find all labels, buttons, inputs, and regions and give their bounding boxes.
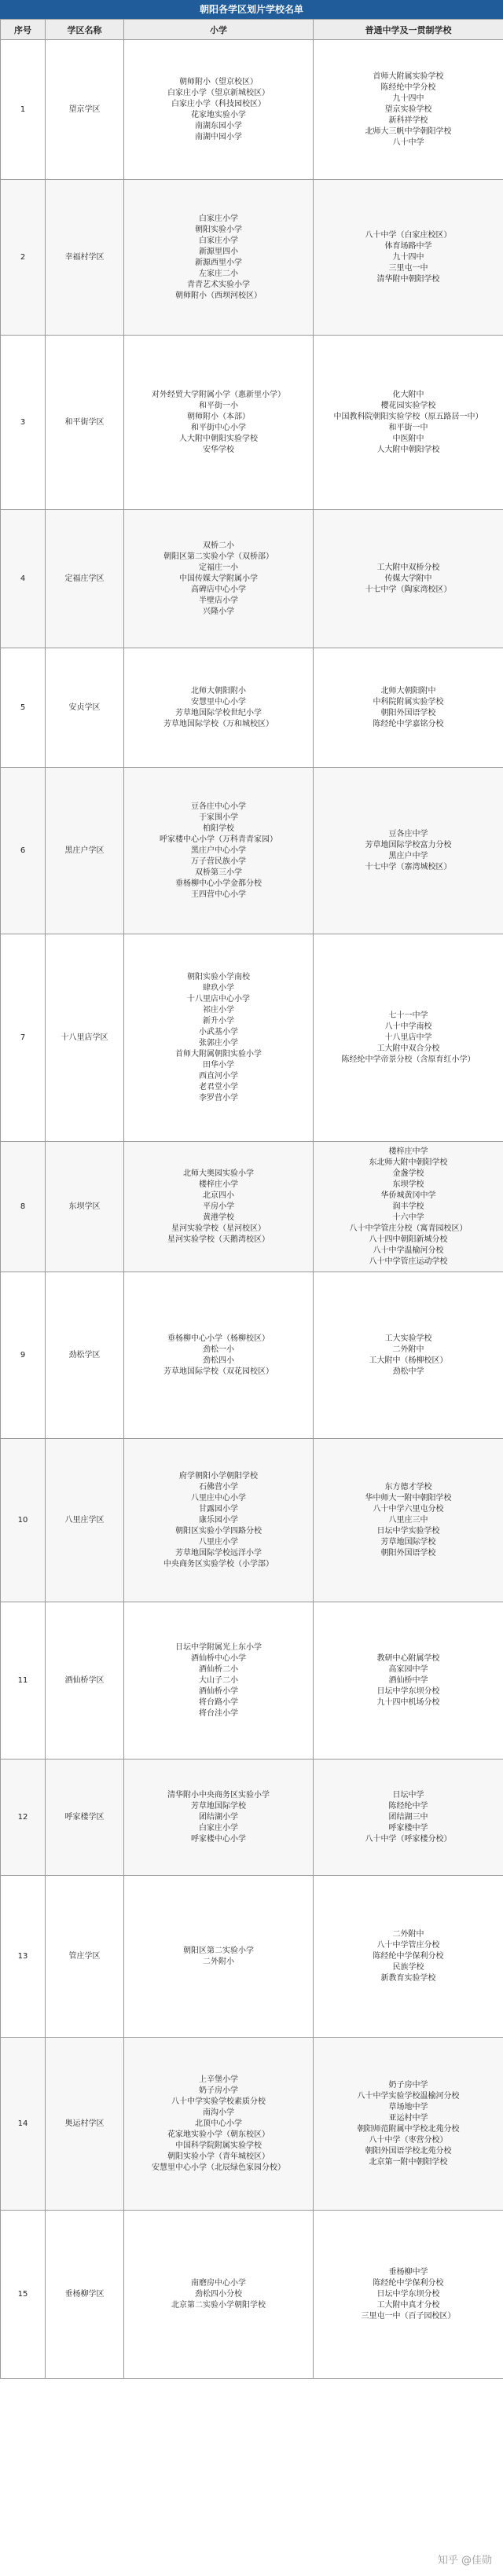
district-name: 奥运村学区 [46,2038,124,2211]
secondary-school-item: 朝阳师范附属中学校北苑分校 [357,2124,460,2134]
secondary-school-item: 工大附中双桥分校 [376,563,440,572]
table-row [1,648,503,768]
primary-school-item: 花家地实验小学 [191,110,246,119]
row-number: 12 [1,1760,46,1876]
district-name: 黑庄户学区 [46,768,124,934]
secondary-school-item: 朝阳外国语学校 [380,1548,436,1558]
primary-school-item: 定福庄一小 [199,563,238,572]
primary-school-item: 首师大附属朝阳实验小学 [175,1049,262,1059]
secondary-school-item: 十七中学（陶家湾校区） [365,585,452,594]
district-name: 管庄学区 [46,1876,124,2038]
primary-schools-cell [124,2038,314,2211]
primary-school-item: 新源里四小 [199,247,238,256]
secondary-schools-cell [314,2038,503,2211]
primary-school-item: 安慧里中心小学（北辰绿色家园分校） [152,2163,285,2172]
primary-school-item: 石佛营小学 [199,1482,238,1492]
secondary-schools-cell [314,1876,503,2038]
secondary-school-item: 体育场路中学 [384,241,432,251]
secondary-school-item: 芳草地国际学校 [380,1537,436,1547]
primary-school-item: 上辛堡小学 [199,2075,238,2084]
table-row [1,40,503,180]
primary-school-item: 黑庄户中心小学 [191,846,246,855]
secondary-school-item: 豆各庄中学 [388,829,428,838]
secondary-schools-cell [314,40,503,180]
primary-school-item: 南湖东园小学 [195,121,242,130]
secondary-school-item: 八十中学管庄分校（寓青园校区） [349,1224,468,1233]
district-name: 呼家楼学区 [46,1760,124,1876]
primary-school-item: 兴隆小学 [203,607,234,616]
row-number: 5 [1,648,46,768]
primary-school-item: 十八里店中心小学 [187,994,250,1004]
primary-school-item: 朝阳区实验小学四路分校 [175,1526,262,1536]
secondary-school-item: 北师大朝阳附中 [380,686,436,695]
primary-school-item: 呼家楼中心小学（万科青青家园） [160,835,277,844]
primary-school-item: 白家庄小学 [199,214,238,223]
table-row [1,768,503,934]
table-row [1,510,503,648]
primary-schools-cell [124,768,314,934]
secondary-school-item: 和平街一中 [388,423,428,432]
secondary-school-item: 芳草地国际学校富力分校 [365,840,452,849]
secondary-schools-cell [314,180,503,336]
primary-school-item: 劲松一小 [203,1345,234,1354]
primary-school-item: 平房小学 [203,1202,234,1211]
header-row [1,20,503,40]
secondary-school-item: 八里庄三中 [388,1515,428,1525]
secondary-schools-cell [314,768,503,934]
secondary-school-item: 十七中学（寨湾城校区） [365,862,452,872]
primary-school-item: 劲松四小 [203,1356,234,1365]
primary-school-item: 酒仙桥二小 [199,1664,238,1674]
primary-school-item: 安华学校 [203,445,234,454]
secondary-schools-cell [314,1439,503,1602]
primary-school-item: 朝师附小（西坝河校区） [175,291,262,300]
secondary-school-item: 北京第一附中朝阳学校 [369,2157,448,2167]
secondary-school-item: 团结湖三中 [388,1812,428,1822]
district-name: 幸福村学区 [46,180,124,336]
secondary-school-item: 化大附中 [392,390,424,399]
secondary-school-item: 华中师大一附中朝阳学校 [365,1493,452,1503]
primary-school-item: 双桥第三小学 [195,868,242,877]
primary-school-item: 豆各庄中心小学 [191,802,246,811]
row-number: 2 [1,180,46,336]
table-row [1,180,503,336]
secondary-school-item: 七十一中学 [388,1011,428,1020]
district-name: 八里庄学区 [46,1439,124,1602]
secondary-school-item: 樱花园实验学校 [380,401,436,410]
secondary-school-item: 工大实验学校 [384,1334,432,1343]
secondary-schools-cell [314,1760,503,1876]
primary-school-item: 安慧里中心小学 [191,697,246,706]
primary-school-item: 南磨房中心小学 [191,2278,246,2288]
secondary-schools-cell [314,1272,503,1439]
secondary-school-item: 工大附中（杨柳校区） [369,1356,448,1365]
secondary-schools-cell [314,336,503,510]
primary-school-item: 西直河小学 [199,1071,238,1081]
primary-school-item: 芳草地国际学校（双花园校区） [163,1367,274,1376]
secondary-school-item: 八十中学温榆河分校 [373,1246,444,1255]
primary-schools-cell [124,1272,314,1439]
secondary-school-item: 华侨城黄冈中学 [380,1191,436,1200]
header-district: 学区名称 [46,20,124,40]
primary-schools-cell [124,40,314,180]
secondary-school-item: 二外附中 [392,1929,424,1939]
primary-school-item: 白家庄小学 [199,236,238,245]
primary-school-item: 北京四小 [203,1191,234,1200]
secondary-school-item: 民族学校 [392,1962,424,1972]
row-number: 10 [1,1439,46,1602]
secondary-school-item: 八十四中朝阳新城分校 [369,1235,448,1244]
primary-schools-cell [124,180,314,336]
primary-schools-cell [124,1602,314,1760]
primary-school-item: 小武基小学 [199,1027,238,1037]
row-number: 8 [1,1142,46,1272]
page-title: 朝阳各学区划片学校名单 [0,0,503,19]
primary-schools-cell [124,2211,314,2379]
secondary-school-item: 八十中学（呼家楼分校） [365,1834,452,1844]
primary-school-item: 张郭庄小学 [199,1038,238,1048]
primary-school-item: 大山子二小 [199,1675,238,1685]
primary-school-item: 白家庄小学（望京新城校区） [167,88,270,97]
primary-school-item: 奶子房小学 [199,2086,238,2095]
header-no: 序号 [1,20,46,40]
secondary-school-item: 垂杨柳中学 [388,2267,428,2277]
table-row [1,336,503,510]
table-body [1,40,503,2379]
secondary-schools-cell [314,510,503,648]
secondary-school-item: 朝阳外国语学校北苑分校 [365,2146,452,2156]
secondary-school-item: 八十中学实验学校温榆河分校 [357,2091,460,2101]
primary-school-item: 青青艺术实验小学 [187,280,250,289]
secondary-school-item: 清华附中朝阳学校 [376,274,440,284]
primary-schools-cell [124,1439,314,1602]
secondary-school-item: 八十中学南校 [384,1022,432,1031]
primary-school-item: 高碑店中心小学 [191,585,246,594]
secondary-school-item: 八十中学管庄运动学校 [369,1257,448,1266]
primary-school-item: 朝阳实验小学 [195,225,242,234]
secondary-school-item: 草场地中学 [388,2102,428,2112]
primary-school-item: 半壁店小学 [199,596,238,605]
secondary-school-item: 高家园中学 [388,1664,428,1674]
district-name: 安贞学区 [46,648,124,768]
secondary-school-item: 八十中学 [392,138,424,147]
row-number: 13 [1,1876,46,2038]
district-name: 和平街学区 [46,336,124,510]
row-number: 7 [1,934,46,1142]
secondary-school-item: 新教育实验学校 [380,1973,436,1983]
row-number: 14 [1,2038,46,2211]
primary-school-item: 人大附中朝阳实验学校 [179,434,258,443]
primary-school-item: 和平街中心小学 [191,423,246,432]
row-number: 6 [1,768,46,934]
secondary-schools-cell [314,1602,503,1760]
primary-school-item: 柏阳学校 [203,824,234,833]
primary-school-item: 北顶中心小学 [195,2119,242,2128]
secondary-school-item: 十八里店中学 [384,1033,432,1042]
secondary-school-item: 陈经纶中学嘉铭分校 [373,719,444,728]
primary-schools-cell [124,510,314,648]
secondary-school-item: 九十四中 [392,94,424,103]
secondary-school-item: 人大附中朝阳学校 [376,445,440,454]
secondary-schools-cell [314,934,503,1142]
primary-school-item: 和平街一小 [199,401,238,410]
primary-school-item: 甘露园小学 [199,1504,238,1514]
primary-school-item: 北师大朝阳附小 [191,686,246,695]
primary-school-item: 芳草地国际学校 [191,1801,246,1811]
primary-school-item: 王四营中心小学 [191,890,246,899]
secondary-school-item: 八十中学六里屯分校 [373,1504,444,1514]
secondary-school-item: 日坛中学东坝分校 [376,1686,440,1696]
district-name: 望京学区 [46,40,124,180]
secondary-school-item: 八十中学（枣营分校） [369,2135,448,2145]
secondary-school-item: 陈经纶中学分校 [380,83,436,92]
table-row [1,1876,503,2038]
secondary-school-item: 三里屯一中 [388,263,428,273]
secondary-school-item: 劲松中学 [392,1367,424,1376]
primary-schools-cell [124,1876,314,2038]
secondary-schools-cell [314,2211,503,2379]
district-name: 十八里店学区 [46,934,124,1142]
row-number: 3 [1,336,46,510]
primary-school-item: 康乐园小学 [199,1515,238,1525]
primary-school-item: 团结湖小学 [199,1812,238,1822]
primary-school-item: 芳草地国际学校远洋小学 [175,1548,262,1558]
primary-school-item: 朝阳实验小学南校 [187,972,250,982]
secondary-school-item: 东北师大附中朝阳学校 [369,1158,448,1167]
secondary-school-item: 教研中心附属学校 [376,1653,440,1663]
primary-school-item: 白家庄小学（科技园校区） [171,99,266,108]
secondary-school-item: 八十中学管庄分校 [376,1940,440,1950]
primary-school-item: 星河实验学校（天鹅湾校区） [167,1235,270,1244]
district-name: 东坝学区 [46,1142,124,1272]
primary-school-item: 八十中学实验学校素质分校 [171,2097,266,2106]
secondary-school-item: 中医附中 [392,434,424,443]
row-number: 9 [1,1272,46,1439]
row-number: 1 [1,40,46,180]
header-primary: 小学 [124,20,314,40]
primary-school-item: 中国科学院附属实验学校 [175,2141,262,2150]
secondary-school-item: 中科院附属实验学校 [373,697,444,706]
secondary-school-item: 二外附中 [392,1345,424,1354]
table-row [1,1272,503,1439]
primary-school-item: 将台洼小学 [199,1708,238,1718]
secondary-school-item: 望京实验学校 [384,105,432,114]
primary-school-item: 八里庄小学 [199,1537,238,1547]
district-name: 酒仙桥学区 [46,1602,124,1760]
primary-school-item: 南沟小学 [203,2108,234,2117]
primary-school-item: 府学朝阳小学朝阳学校 [179,1471,258,1481]
primary-school-item: 中央商务区实验学校（小学部） [163,1559,274,1569]
secondary-school-item: 奶子房中学 [388,2080,428,2090]
primary-school-item: 田华小学 [203,1060,234,1070]
primary-school-item: 劲松四小分校 [195,2289,242,2299]
primary-school-item: 老君堂小学 [199,1082,238,1092]
primary-school-item: 酒仙桥小学 [199,1686,238,1696]
row-number: 15 [1,2211,46,2379]
secondary-school-item: 日坛中学东坝分校 [376,2289,440,2299]
primary-school-item: 北京第二实验小学朝阳学校 [171,2300,266,2310]
row-number: 11 [1,1602,46,1760]
primary-school-item: 左家庄二小 [199,269,238,278]
secondary-school-item: 日坛中学 [392,1790,424,1800]
table-row [1,934,503,1142]
secondary-school-item: 首师大附属实验学校 [373,72,444,81]
watermark: 知乎 @佳勋 [437,2555,492,2567]
primary-school-item: 李罗营小学 [199,1093,238,1103]
primary-schools-cell [124,934,314,1142]
primary-school-item: 朝阳区第二实验小学 [183,1946,254,1955]
secondary-school-item: 呼家楼中学 [388,1823,428,1833]
secondary-school-item: 工大附中双合分校 [376,1044,440,1053]
primary-school-item: 朝阳区第二实验小学（双桥部） [163,552,274,561]
secondary-school-item: 东坝学校 [392,1180,424,1189]
primary-school-item: 对外经贸大学附属小学（惠新里小学） [152,390,285,399]
primary-school-item: 八里庄中心小学 [191,1493,246,1503]
table-row [1,2038,503,2211]
secondary-school-item: 中国教科院朝阳实验学校（原五路居一中） [333,412,483,421]
secondary-schools-cell [314,1142,503,1272]
primary-school-item: 黄港学校 [203,1213,234,1222]
table-row [1,2211,503,2379]
primary-school-item: 新源西里小学 [195,258,242,267]
table-row [1,1142,503,1272]
primary-school-item: 垂杨柳中心小学（杨柳校区） [167,1334,270,1343]
secondary-school-item: 陈经纶中学 [388,1801,428,1811]
secondary-school-item: 亚运村中学 [388,2113,428,2123]
secondary-school-item: 陈经纶中学保利分校 [373,2278,444,2288]
primary-school-item: 祁庄小学 [203,1005,234,1015]
primary-school-item: 垂杨柳中心小学金都分校 [175,879,262,888]
primary-school-item: 花家地实验小学（朝东校区） [167,2130,270,2139]
table-row [1,1760,503,1876]
primary-school-item: 白家庄小学 [199,1823,238,1833]
secondary-school-item: 黑庄户中学 [388,851,428,861]
primary-schools-cell [124,648,314,768]
secondary-school-item: 北师大三帆中学朝阳学校 [365,127,452,136]
secondary-school-item: 八十中学（白家庄校区） [365,230,452,240]
secondary-school-item: 日坛中学实验学校 [376,1526,440,1536]
primary-school-item: 酒仙桥中心小学 [191,1653,246,1663]
district-name: 定福庄学区 [46,510,124,648]
primary-school-item: 二外附小 [203,1957,234,1966]
secondary-school-item: 九十四中 [392,252,424,262]
primary-school-item: 万子营民族小学 [191,857,246,866]
secondary-school-item: 金盏学校 [392,1169,424,1178]
secondary-school-item: 传媒大学附中 [384,574,432,583]
primary-school-item: 清华附小中央商务区实验小学 [167,1790,270,1800]
secondary-school-item: 楼梓庄中学 [388,1147,428,1156]
secondary-school-item: 朝阳外国语学校 [380,708,436,717]
header-secondary: 普通中学及一贯制学校 [314,20,503,40]
primary-school-item: 楼梓庄小学 [199,1180,238,1189]
primary-school-item: 南湖中园小学 [195,132,242,141]
secondary-school-item: 润丰学校 [392,1202,424,1211]
district-name: 垂杨柳学区 [46,2211,124,2379]
primary-school-item: 日坛中学附属光上东小学 [175,1642,262,1652]
primary-school-item: 中国传媒大学附属小学 [179,574,258,583]
primary-school-item: 朝师附小（本部） [187,412,250,421]
secondary-school-item: 陈经纶中学保利分校 [373,1951,444,1961]
secondary-school-item: 陈经纶中学帝景分校（含原育红小学） [341,1055,475,1064]
secondary-school-item: 酒仙桥中学 [388,1675,428,1685]
secondary-school-item: 新科祥学校 [388,116,428,125]
primary-schools-cell [124,1142,314,1272]
primary-school-item: 芳草地国际学校世纪小学 [175,708,262,717]
primary-schools-cell [124,336,314,510]
primary-school-item: 于家围小学 [199,813,238,822]
secondary-schools-cell [314,648,503,768]
primary-school-item: 星河实验学校（星河校区） [171,1224,266,1233]
primary-school-item: 北师大奥园实验小学 [183,1169,254,1178]
secondary-school-item: 东方德才学校 [384,1482,432,1492]
secondary-school-item: 九十四中机场分校 [376,1697,440,1707]
school-table [0,19,503,2379]
primary-school-item: 呼家楼中心小学 [191,1834,246,1844]
primary-school-item: 芳草地国际学校（万和城校区） [163,719,274,728]
row-number: 4 [1,510,46,648]
primary-school-item: 肆玖小学 [203,983,234,993]
primary-schools-cell [124,1760,314,1876]
secondary-school-item: 十六中学 [392,1213,424,1222]
district-name: 劲松学区 [46,1272,124,1439]
table-row [1,1602,503,1760]
primary-school-item: 新升小学 [203,1016,234,1026]
table-row [1,1439,503,1602]
primary-school-item: 朝师附小（望京校区） [179,77,258,86]
secondary-school-item: 三里屯一中（百子园校区） [361,2311,456,2321]
primary-school-item: 双桥二小 [203,541,234,550]
primary-school-item: 将台路小学 [199,1697,238,1707]
secondary-school-item: 工大附中真才分校 [376,2300,440,2310]
primary-school-item: 朝阳实验小学（青年城校区） [167,2152,270,2161]
